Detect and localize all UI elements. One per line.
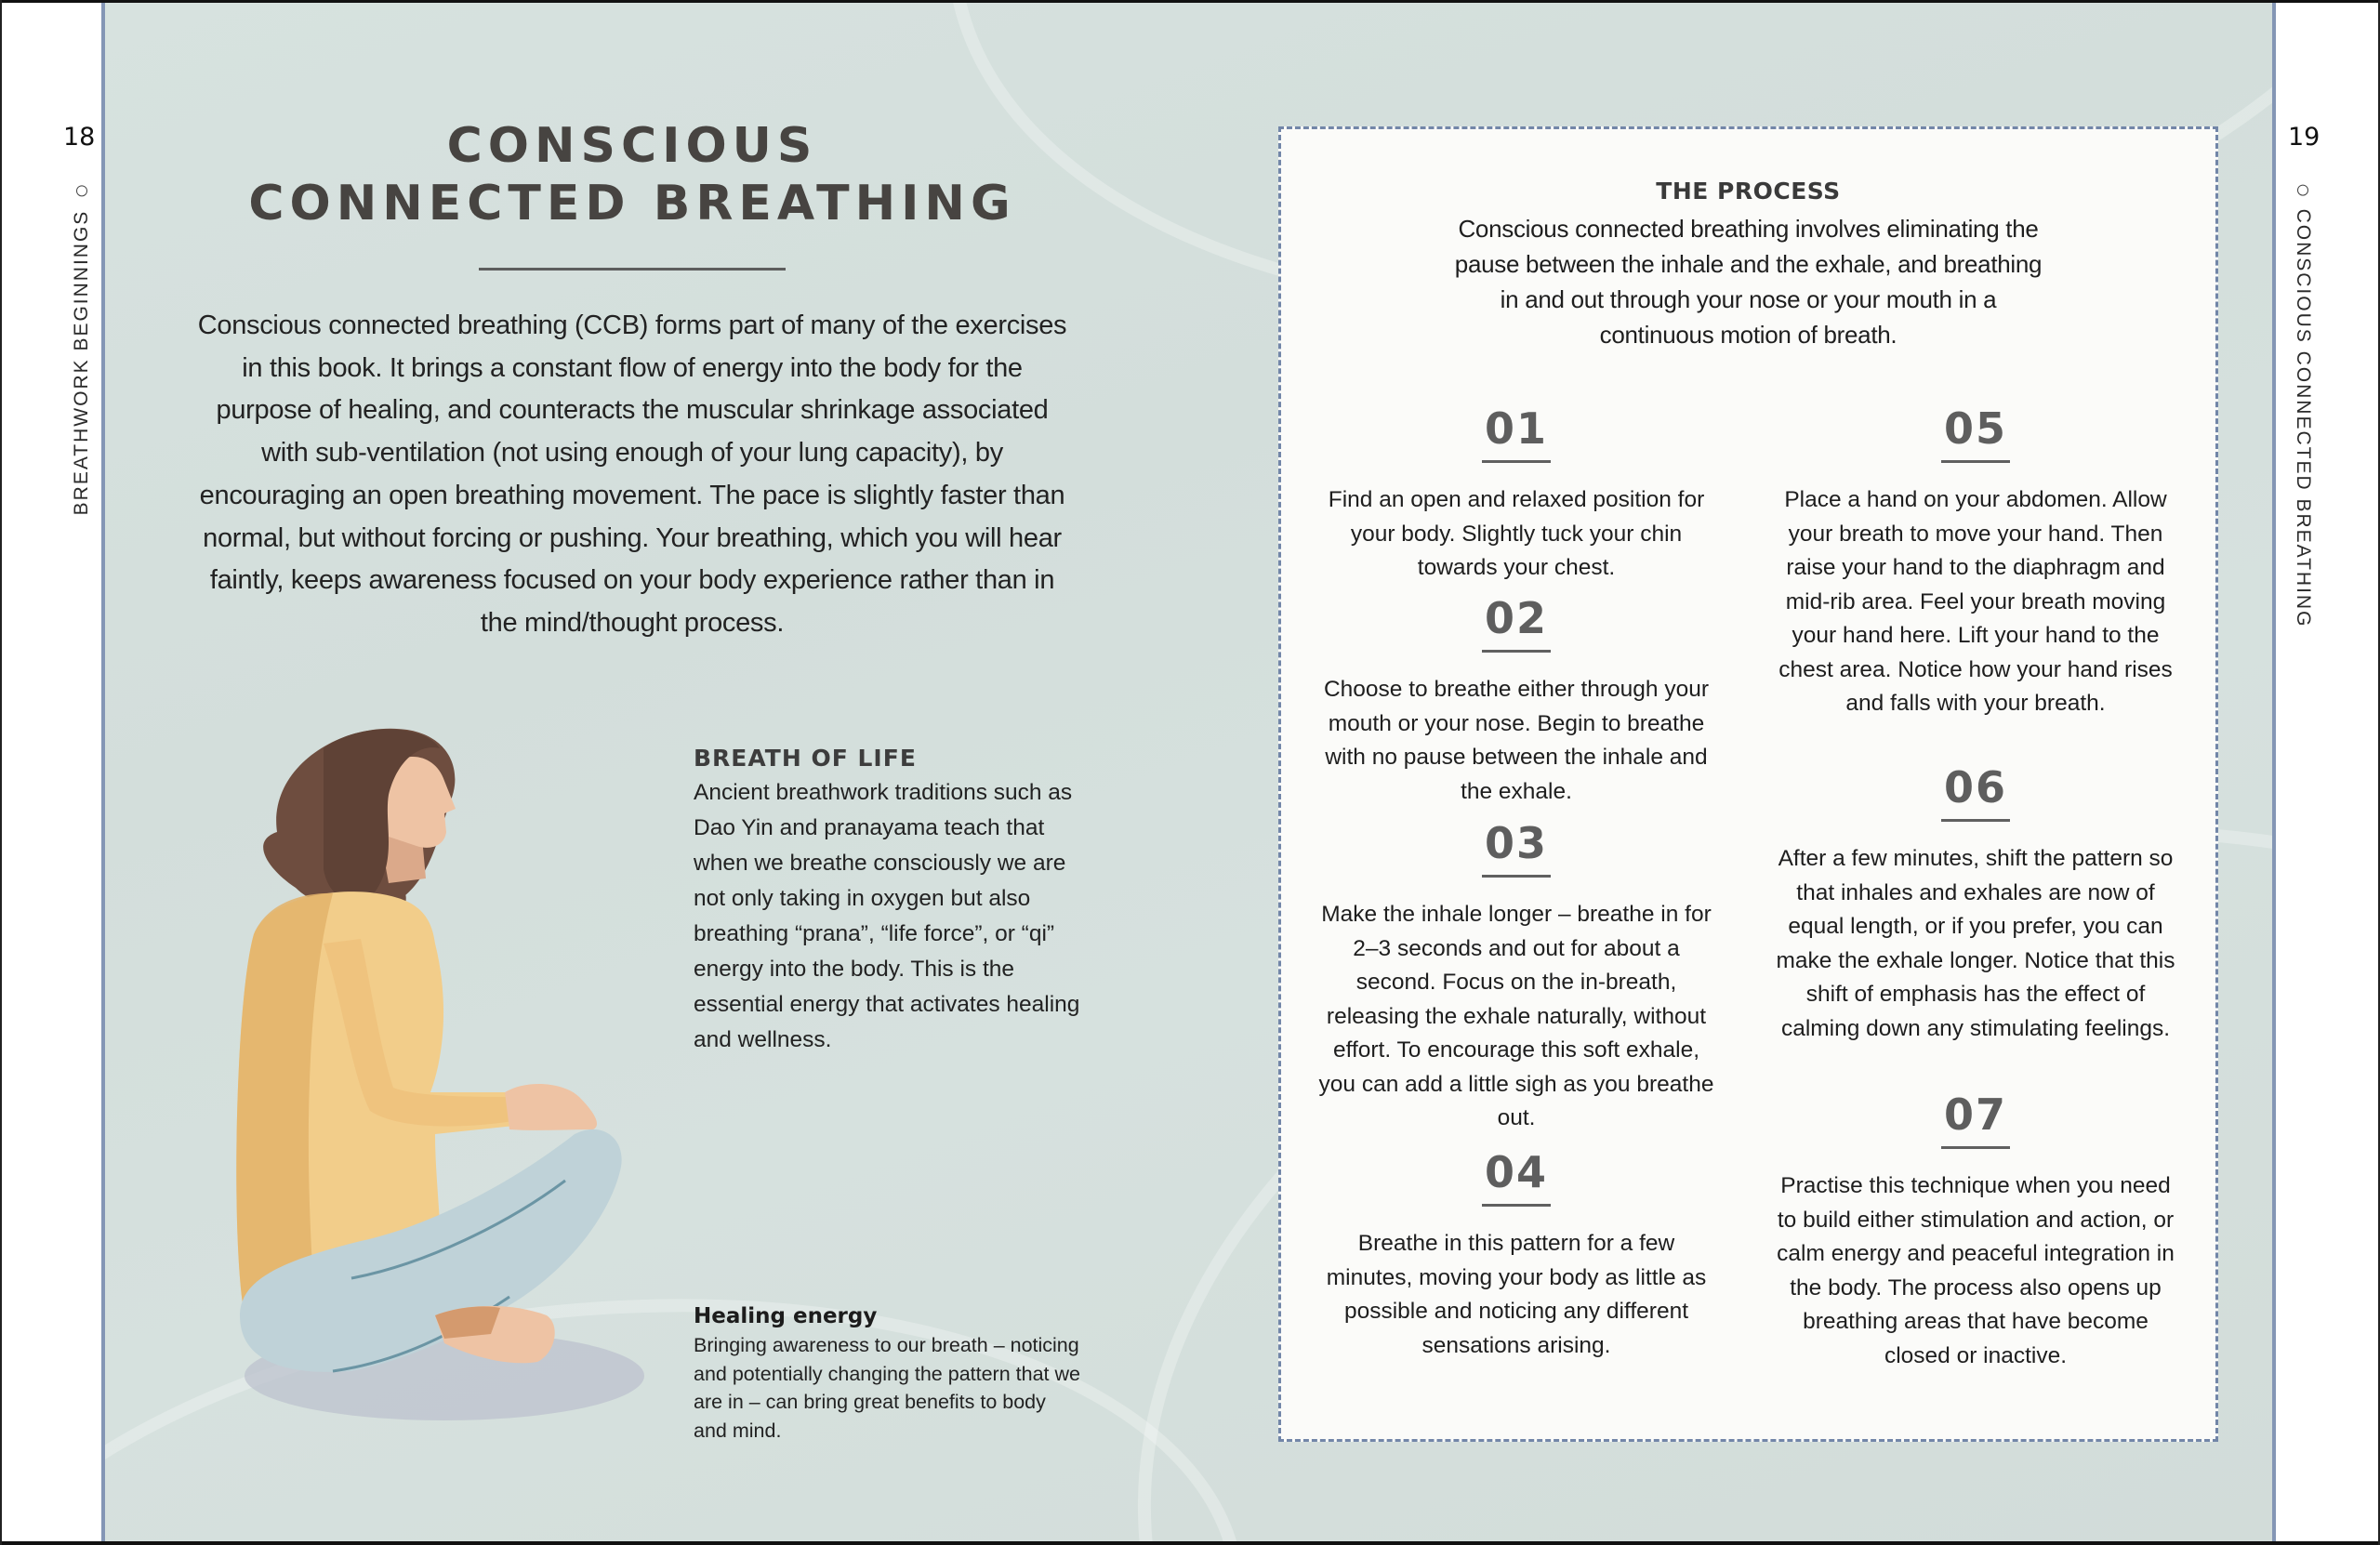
step-02 <box>1316 594 1716 809</box>
step-03 <box>1316 819 1716 1136</box>
step-number: 01 <box>1484 403 1548 454</box>
circle-bullet-icon <box>2297 185 2308 196</box>
step-text: Breathe in this pattern for a few minutes, moving your body as little as possible and noticing any different sensations arising. <box>1326 1231 1707 1358</box>
process-box <box>1278 126 2218 1442</box>
breath-of-life-heading: BREATH OF LIFE <box>694 745 917 772</box>
step-underline <box>1941 1146 2010 1149</box>
step-underline <box>1482 460 1551 463</box>
running-head-right-text: CONSCIOUS CONNECTED BREATHING <box>2293 208 2314 628</box>
page-title <box>223 117 1041 232</box>
title-line-2: CONNECTED BREATHING <box>248 176 1016 231</box>
step-text: Practise this technique when you need to build either stimulation and action, or calm energy and peaceful integration in the body. The process also opens up breathing areas that have become closed or inactive. <box>1777 1173 2175 1368</box>
intro-paragraph: Conscious connected breathing (CCB) forms part of many of the exercises in this book. It brings a constant flow of energy into the body for the purpose of healing, and counteracts the muscular shrinkage associated with sub-ventilation (not using enough of your lung capacity), by encouraging an open breathing movement. The pace is slightly faster than normal, but without forcing or pushing. Your breathing, which you will hear faintly, keeps awareness focused on your body experience rather than in the mind/thought process. <box>197 310 1067 638</box>
step-underline <box>1941 460 2010 463</box>
step-text: After a few minutes, shift the pattern so that inhales and exhales are now of equal length, or if you prefer, you can make the exhale longer. Notice that this shift of emphasis has the effect of calming down any stimulating feelings. <box>1776 846 2175 1041</box>
title-line-1: CONSCIOUS <box>446 118 818 174</box>
page-edge-line-right <box>2272 3 2276 1541</box>
healing-energy-heading: Healing energy <box>694 1304 878 1328</box>
step-underline <box>1482 1204 1551 1207</box>
title-divider <box>479 268 786 271</box>
step-number: 07 <box>1943 1089 2007 1140</box>
step-text: Find an open and relaxed position for your body. Slightly tuck your chin towards your chest. <box>1328 487 1705 580</box>
step-number: 05 <box>1943 403 2007 454</box>
woman-seated-cross-legged-illustration <box>212 720 705 1436</box>
healing-energy-body: Bringing awareness to our breath – noticing and potentially changing the pattern that we are in – can bring great benefits to body and mind. <box>694 1334 1080 1442</box>
step-number: 03 <box>1484 818 1548 868</box>
running-head-left <box>71 173 93 516</box>
step-05 <box>1776 404 2175 721</box>
left-edge <box>0 0 2 1545</box>
process-intro: Conscious connected breathing involves eliminating the pause between the inhale and the exhale, and breathing in and out through your nose or your mouth in a continuous motion of breath. <box>1454 215 2043 349</box>
step-07 <box>1776 1090 2175 1373</box>
running-head-right <box>2292 172 2314 628</box>
healing-energy-section <box>694 1301 1084 1445</box>
step-text: Place a hand on your abdomen. Allow your breath to move your hand. Then raise your hand to the diaphragm and mid-rib area. Feel your breath moving your hand here. Lift your hand to the chest area. Notice how your hand rises and falls with your breath. <box>1778 487 2173 716</box>
bottom-border <box>0 1541 2380 1545</box>
step-number: 02 <box>1484 593 1548 643</box>
circle-bullet-icon <box>76 186 87 197</box>
running-head-left-text: BREATHWORK BEGINNINGS <box>71 209 92 516</box>
process-heading: THE PROCESS <box>1656 178 1841 205</box>
step-number: 06 <box>1943 762 2007 812</box>
page-number-right: 19 <box>2288 123 2320 152</box>
step-text: Choose to breathe either through your mouth or your nose. Begin to breathe with no pause between the inhale and the exhale. <box>1323 677 1710 804</box>
breath-of-life-body: Ancient breathwork traditions such as Dao Yin and pranayama teach that when we breathe consciously we are not only taking in oxygen but also breathing “prana”, “life force”, or “qi” energy into the body. This is the essential energy that activates healing and wellness. <box>694 780 1080 1052</box>
page-number-left: 18 <box>63 123 96 152</box>
breath-of-life-section <box>694 742 1103 1058</box>
step-04 <box>1316 1148 1716 1363</box>
step-06 <box>1776 763 2175 1046</box>
step-01 <box>1316 404 1716 586</box>
step-text: Make the inhale longer – breathe in for 2–3 seconds and out for about a second. Focus on the in-breath, releasing the exhale naturally, without effort. To encourage this soft exhale, you can add a little sigh as you breathe out. <box>1318 902 1714 1130</box>
step-underline <box>1482 875 1551 878</box>
step-number: 04 <box>1484 1147 1548 1197</box>
step-underline <box>1482 650 1551 653</box>
step-underline <box>1941 819 2010 822</box>
